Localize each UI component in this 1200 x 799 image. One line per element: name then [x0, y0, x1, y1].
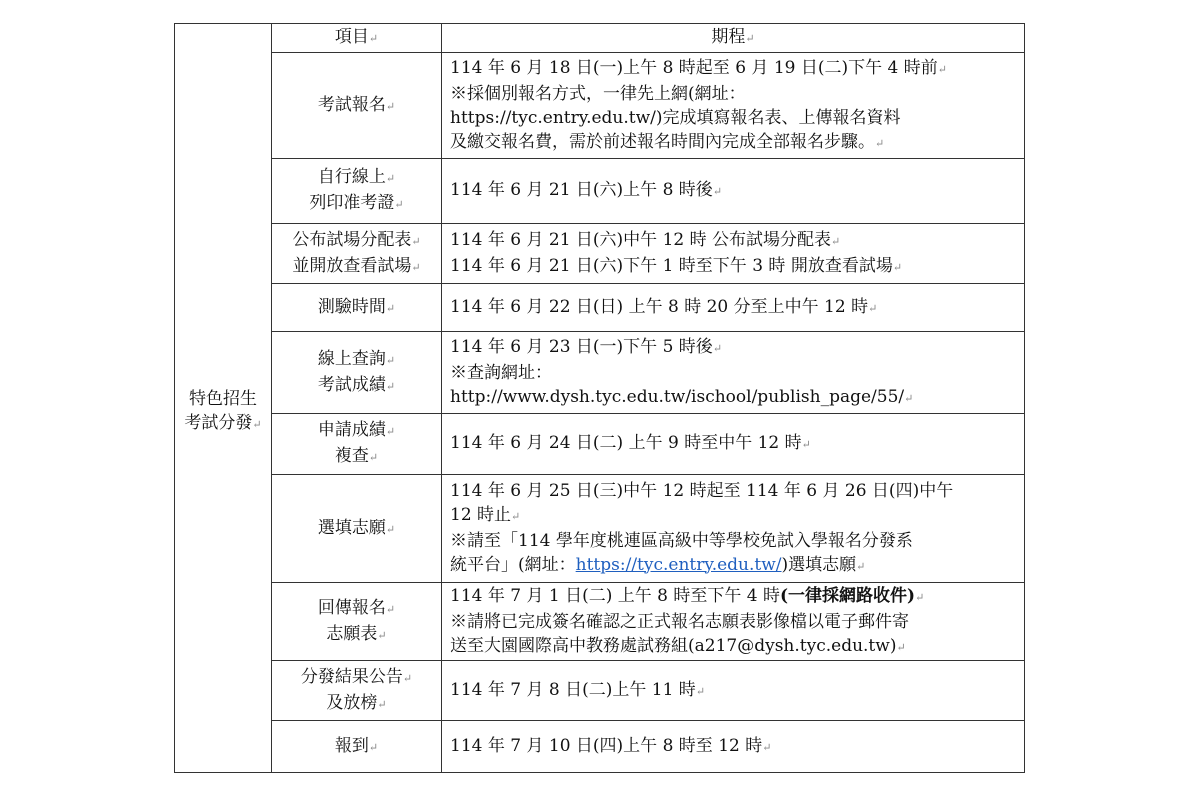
- schedule-cell: 114 年 7 月 8 日(二)上午 11 時↵: [442, 661, 1025, 721]
- schedule-cell: 114 年 6 月 23 日(一)下午 5 時後↵ ※查詢網址： http://www.dysh.tyc.edu.tw/ischool/publish_page/55/↵: [442, 332, 1025, 414]
- schedule-cell: 114 年 7 月 10 日(四)上午 8 時至 12 時↵: [442, 721, 1025, 773]
- item-cell: 線上查詢↵ 考試成績↵: [272, 332, 442, 414]
- table-row: [175, 721, 1025, 773]
- schedule-cell: 114 年 7 月 1 日(二) 上午 8 時至下午 4 時(一律採網路收件)↵ ※請將已完成簽名確認之正式報名志願表影像檔以電子郵件寄 送至大園國際高中教務處試務組(a217@dysh.tyc.edu.tw)↵: [442, 583, 1025, 661]
- table-row: [175, 583, 1025, 661]
- registration-system-link[interactable]: https://tyc.entry.edu.tw/: [575, 554, 782, 575]
- table-row: [175, 332, 1025, 414]
- category-column-header: [175, 24, 272, 53]
- table-row: [175, 661, 1025, 721]
- schedule-cell: 114 年 6 月 24 日(二) 上午 9 時至中午 12 時↵: [442, 414, 1025, 475]
- item-cell: 選填志願↵: [272, 475, 442, 583]
- item-cell: 測驗時間↵: [272, 284, 442, 332]
- item-cell: 分發結果公告↵ 及放榜↵: [272, 661, 442, 721]
- table-header-row: [175, 24, 1025, 53]
- item-cell: 報到↵: [272, 721, 442, 773]
- item-cell: 申請成績↵ 複查↵: [272, 414, 442, 475]
- table-row: [175, 414, 1025, 475]
- table-row: [175, 159, 1025, 224]
- schedule-cell: 114 年 6 月 25 日(三)中午 12 時起至 114 年 6 月 26 日(四)中午 12 時止↵ ※請至「114 學年度桃連區高級中等學校免試入學報名分發系 統平台」(網址：https://tyc.entry.edu.tw/)選填志願↵: [442, 475, 1025, 583]
- schedule-cell: 114 年 6 月 18 日(一)上午 8 時起至 6 月 19 日(二)下午 4 時前↵ ※採個別報名方式，一律先上網(網址： https://tyc.entry.edu.tw/)完成填寫報名表、上傳報名資料 及繳交報名費，需於前述報名時間內完成全部報名步驟。↵: [442, 53, 1025, 159]
- category-cell: 特色招生 考試分發↵: [175, 53, 272, 773]
- table-row: [175, 284, 1025, 332]
- schedule-cell: 114 年 6 月 21 日(六)中午 12 時 公布試場分配表↵ 114 年 6 月 21 日(六)下午 1 時至下午 3 時 開放查看試場↵: [442, 224, 1025, 284]
- item-column-header: 項目↵: [272, 24, 442, 53]
- table-row: [175, 53, 1025, 159]
- schedule-cell: 114 年 6 月 22 日(日) 上午 8 時 20 分至上中午 12 時↵: [442, 284, 1025, 332]
- item-cell: 考試報名↵: [272, 53, 442, 159]
- schedule-table: [174, 23, 1025, 773]
- schedule-cell: 114 年 6 月 21 日(六)上午 8 時後↵: [442, 159, 1025, 224]
- schedule-column-header: 期程↵: [442, 24, 1025, 53]
- item-cell: 回傳報名↵ 志願表↵: [272, 583, 442, 661]
- item-cell: 公布試場分配表↵ 並開放查看試場↵: [272, 224, 442, 284]
- table-row: [175, 224, 1025, 284]
- table-row: [175, 475, 1025, 583]
- item-cell: 自行線上↵ 列印准考證↵: [272, 159, 442, 224]
